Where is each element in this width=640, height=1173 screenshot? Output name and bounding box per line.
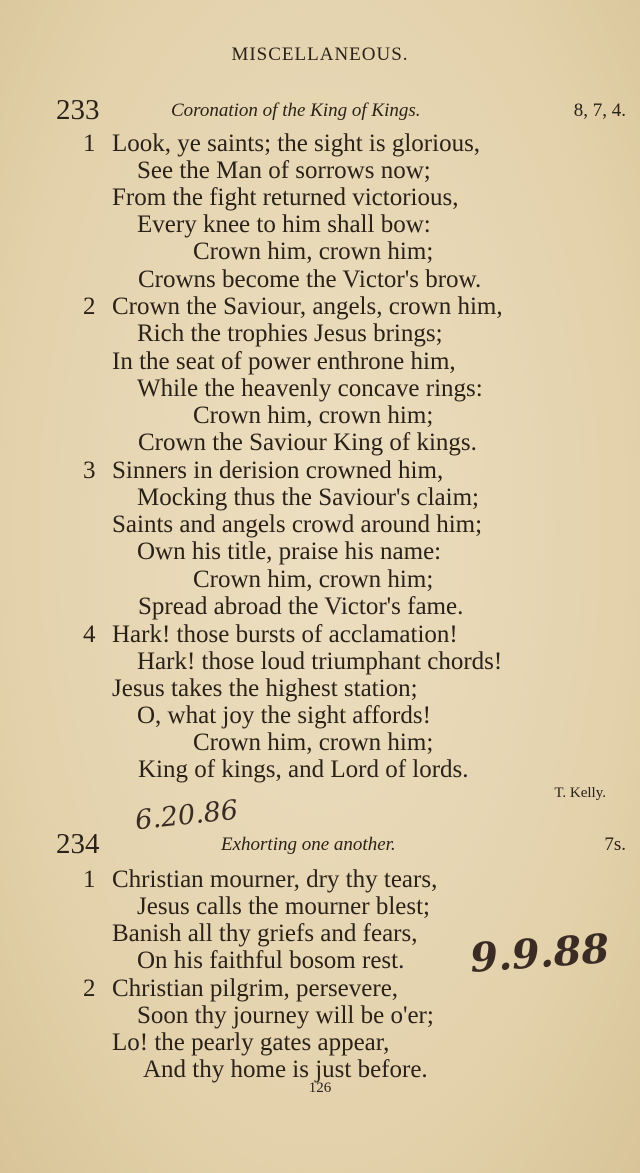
handwritten-number: 9.9.88 (468, 925, 611, 982)
verse-line: Hark! those loud triumphant chords! (137, 648, 503, 675)
hymn-meter: 7s. (604, 834, 626, 855)
verse-number: 2 (83, 975, 96, 1002)
verse-line: King of kings, and Lord of lords. (138, 756, 469, 783)
verse-line: Crown him, crown him; (193, 402, 434, 429)
verse-line: Mocking thus the Saviour's claim; (137, 484, 479, 511)
verse-line: In the seat of power enthrone him, (112, 348, 456, 375)
verse-line: Lo! the pearly gates appear, (112, 1029, 390, 1056)
verse-number: 3 (83, 457, 96, 484)
verse-line: O, what joy the sight affords! (137, 702, 431, 729)
verse-line: Jesus calls the mourner blest; (137, 893, 430, 920)
verse-line: Hark! those bursts of acclamation! (112, 621, 458, 648)
verse-line: Soon thy journey will be o'er; (137, 1002, 434, 1029)
hymn-title: Coronation of the King of Kings. (171, 100, 421, 121)
verse-line: Christian mourner, dry thy tears, (112, 866, 438, 893)
verse-line: Banish all thy griefs and fears, (112, 920, 418, 947)
verse-line: Spread abroad the Victor's fame. (138, 593, 464, 620)
hymn-title: Exhorting one another. (221, 834, 396, 855)
hymn-234-heading (56, 828, 626, 862)
verse-number: 2 (83, 293, 96, 320)
verse-line: Jesus takes the highest station; (112, 675, 418, 702)
page-header: MISCELLANEOUS. (231, 44, 409, 65)
verse-line: Every knee to him shall bow: (137, 211, 431, 238)
verse-line: Sinners in derision crowned him, (112, 457, 444, 484)
verse-line: Crown him, crown him; (193, 238, 434, 265)
verse-line: And thy home is just before. (143, 1056, 428, 1083)
verse-line: Own his title, praise his name: (137, 538, 442, 565)
verse-line: Look, ye saints; the sight is glorious, (112, 130, 481, 157)
verse-line: Crowns become the Victor's brow. (138, 266, 482, 293)
verse-line: On his faithful bosom rest. (137, 947, 405, 974)
verse-line: Crown him, crown him; (193, 729, 434, 756)
hymn-233-heading (56, 94, 626, 128)
verse-line: Crown the Saviour King of kings. (138, 429, 477, 456)
verse-line: Crown him, crown him; (193, 566, 434, 593)
verse-line: While the heavenly concave rings: (137, 375, 483, 402)
hymn-meter: 8, 7, 4. (573, 100, 626, 121)
verse-line: Saints and angels crowd around him; (112, 511, 483, 538)
verse-line: Christian pilgrim, persevere, (112, 975, 399, 1002)
handwritten-date: 6.20.86 (133, 794, 240, 837)
verse-number: 1 (83, 130, 96, 157)
verse-line: Rich the trophies Jesus brings; (137, 320, 443, 347)
hymn-author: T. Kelly. (554, 785, 606, 801)
hymn-number: 234 (56, 828, 100, 860)
verse-line: From the fight returned victorious, (112, 184, 459, 211)
verse-line: See the Man of sorrows now; (137, 157, 431, 184)
page-number: 126 (308, 1080, 332, 1096)
hymn-number: 233 (56, 94, 100, 126)
verse-number: 4 (83, 621, 96, 648)
verse-number: 1 (83, 866, 96, 893)
verse-line: Crown the Saviour, angels, crown him, (112, 293, 503, 320)
